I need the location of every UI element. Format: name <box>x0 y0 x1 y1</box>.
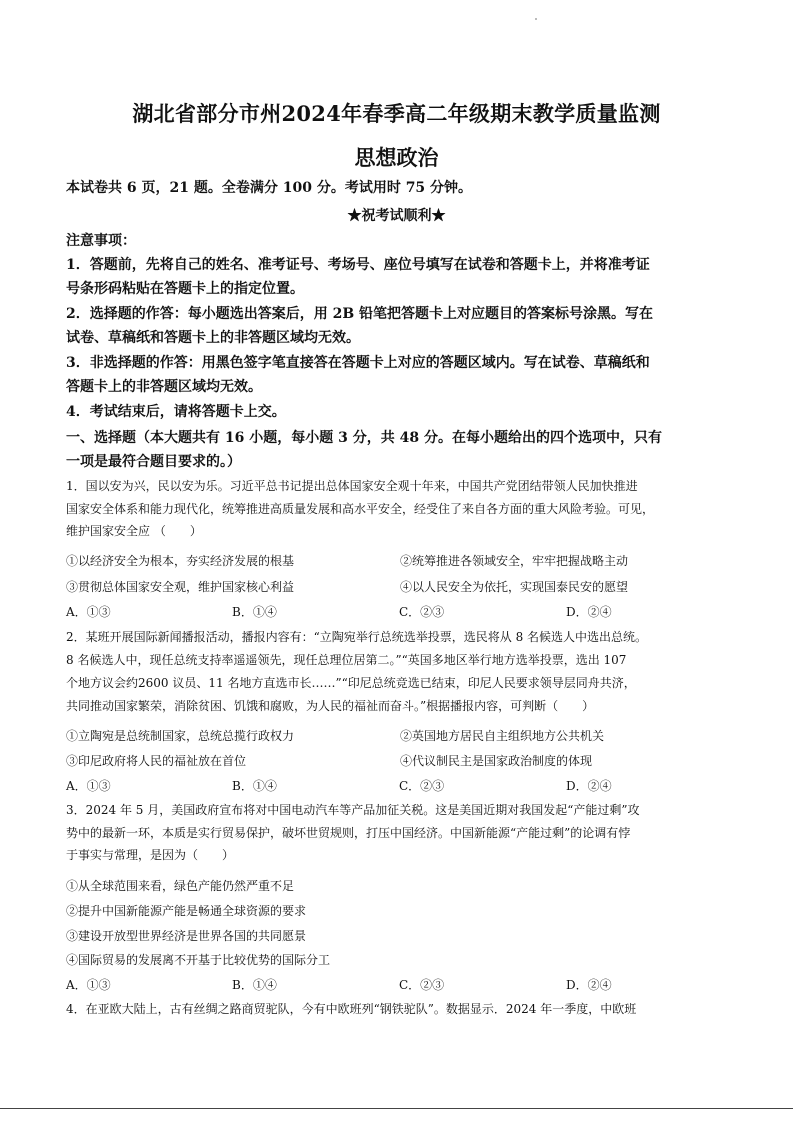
q1-stem-line-2: 国家安全体系和能力现代化，统筹推进高质量发展和高水平安全，经受住了来自各方面的重大风险考验。可见， <box>66 502 655 516</box>
q2-statement-4: ④代议制民主是国家政治制度的体现 <box>400 754 593 768</box>
q3-choice-c: C．②③ <box>399 978 445 992</box>
section-heading-line-2: 一项是最符合题目要求的。） <box>66 454 241 470</box>
q2-stem-line-4: 共同推动国家繁荣，消除贫困、饥饿和腐败，为人民的福祉而奋斗。”根据播报内容，可判断（ ） <box>66 699 595 713</box>
notice-title: 注意事项： <box>66 233 136 249</box>
subject-title: 思想政治 <box>354 145 439 170</box>
q3-statement-4: ④国际贸易的发展离不开基于比较优势的国际分工 <box>66 953 331 967</box>
q1-choice-c: C．②③ <box>399 605 445 619</box>
q3-statement-1: ①从全球范围来看，绿色产能仍然严重不足 <box>66 879 295 893</box>
q1-choice-b: B．①④ <box>232 605 277 619</box>
exam-info: 本试卷共 6 页，21 题。全卷满分 100 分。考试用时 75 分钟。 <box>66 180 473 196</box>
q3-statement-3: ③建设开放型世界经济是世界各国的共同愿景 <box>66 929 307 943</box>
q1-stem-line-1: 1．国以安为兴，民以安为乐。习近平总书记提出总体国家安全观十年来，中国共产党团结带领人民加快推进 <box>66 479 638 493</box>
q4-stem-line-1: 4．在亚欧大陆上，古有丝绸之路商贸驼队，今有中欧班列“钢铁驼队”。数据显示．2024 年一季度，中欧班 <box>66 1002 637 1016</box>
notice-4: 4．考试结束后，请将答题卡上交。 <box>66 404 286 420</box>
q2-statement-3: ③印尼政府将人民的福祉放在首位 <box>66 754 247 768</box>
q3-statement-2: ②提升中国新能源产能是畅通全球资源的要求 <box>66 904 307 918</box>
notice-2-line-2: 试卷、草稿纸和答题卡上的非答题区域均无效。 <box>66 330 360 346</box>
page-bottom-rule <box>0 1108 793 1109</box>
q1-statement-3: ③贯彻总体国家安全观，维护国家核心利益 <box>66 580 295 594</box>
q3-stem-line-3: 于事实与常理，是因为（ ） <box>66 848 235 862</box>
q2-stem-line-1: 2．某班开展国际新闻播报活动，播报内容有：“立陶宛举行总统选举投票，选民将从 8 名候选人中选出总统。 <box>66 630 648 644</box>
q3-choice-a: A．①③ <box>66 978 111 992</box>
q1-statement-1: ①以经济安全为根本，夯实经济发展的根基 <box>66 554 295 568</box>
q1-stem-line-3: 维护国家安全应 （ ） <box>66 524 202 538</box>
q1-choice-d: D．②④ <box>566 605 612 619</box>
q2-stem-line-3: 个地方议会约2600 议员、11 名地方直选市长……”“印尼总统竞选已结束，印尼人民要求领导层同舟共济， <box>66 676 636 690</box>
notice-1-line-2: 号条形码粘贴在答题卡上的指定位置。 <box>66 281 304 297</box>
q1-choice-a: A．①③ <box>66 605 111 619</box>
notice-1-line-1: 1．答题前，先将自己的姓名、准考证号、考场号、座位号填写在试卷和答题卡上，并将准考证 <box>66 257 650 273</box>
notice-3-line-2: 答题卡上的非答题区域均无效。 <box>66 379 262 395</box>
exam-title: 湖北省部分市州2024年春季高二年级期末教学质量监测 <box>132 101 661 126</box>
q1-statement-4: ④以人民安全为依托，实现国泰民安的愿望 <box>400 580 629 594</box>
q1-statement-2: ②统筹推进各领域安全，牢牢把握战略主动 <box>400 554 629 568</box>
q2-statement-1: ①立陶宛是总统制国家，总统总揽行政权力 <box>66 729 295 743</box>
scan-dot <box>535 18 537 20</box>
q3-choice-d: D．②④ <box>566 978 612 992</box>
q2-statement-2: ②英国地方居民自主组织地方公共机关 <box>400 729 605 743</box>
q2-choice-b: B．①④ <box>232 779 277 793</box>
q3-stem-line-2: 势中的最新一环，本质是实行贸易保护，破坏世贸规则，打压中国经济。中国新能源“产能过剩”的论调有悖 <box>66 826 631 840</box>
blessing: ★祝考试顺利★ <box>347 208 446 224</box>
q2-choice-c: C．②③ <box>399 779 445 793</box>
notice-2-line-1: 2．选择题的作答：每小题选出答案后，用 2B 铅笔把答题卡上对应题目的答案标号涂黑。写在 <box>66 306 654 322</box>
q2-choice-a: A．①③ <box>66 779 111 793</box>
section-heading-line-1: 一、选择题（本大题共有 16 小题，每小题 3 分，共 48 分。在每小题给出的四个选项中，只有 <box>66 430 662 446</box>
q2-choice-d: D．②④ <box>566 779 612 793</box>
q3-stem-line-1: 3．2024 年 5 月，美国政府宣布将对中国电动汽车等产品加征关税。这是美国近期对我国发起“产能过剩”攻 <box>66 803 640 817</box>
notice-3-line-1: 3．非选择题的作答：用黑色签字笔直接答在答题卡上对应的答题区域内。写在试卷、草稿纸和 <box>66 355 650 371</box>
q2-stem-line-2: 8 名候选人中，现任总统支持率遥遥领先，现任总理位居第二。”“英国多地区举行地方选举投票，选出 107 <box>66 653 627 667</box>
q3-choice-b: B．①④ <box>232 978 277 992</box>
